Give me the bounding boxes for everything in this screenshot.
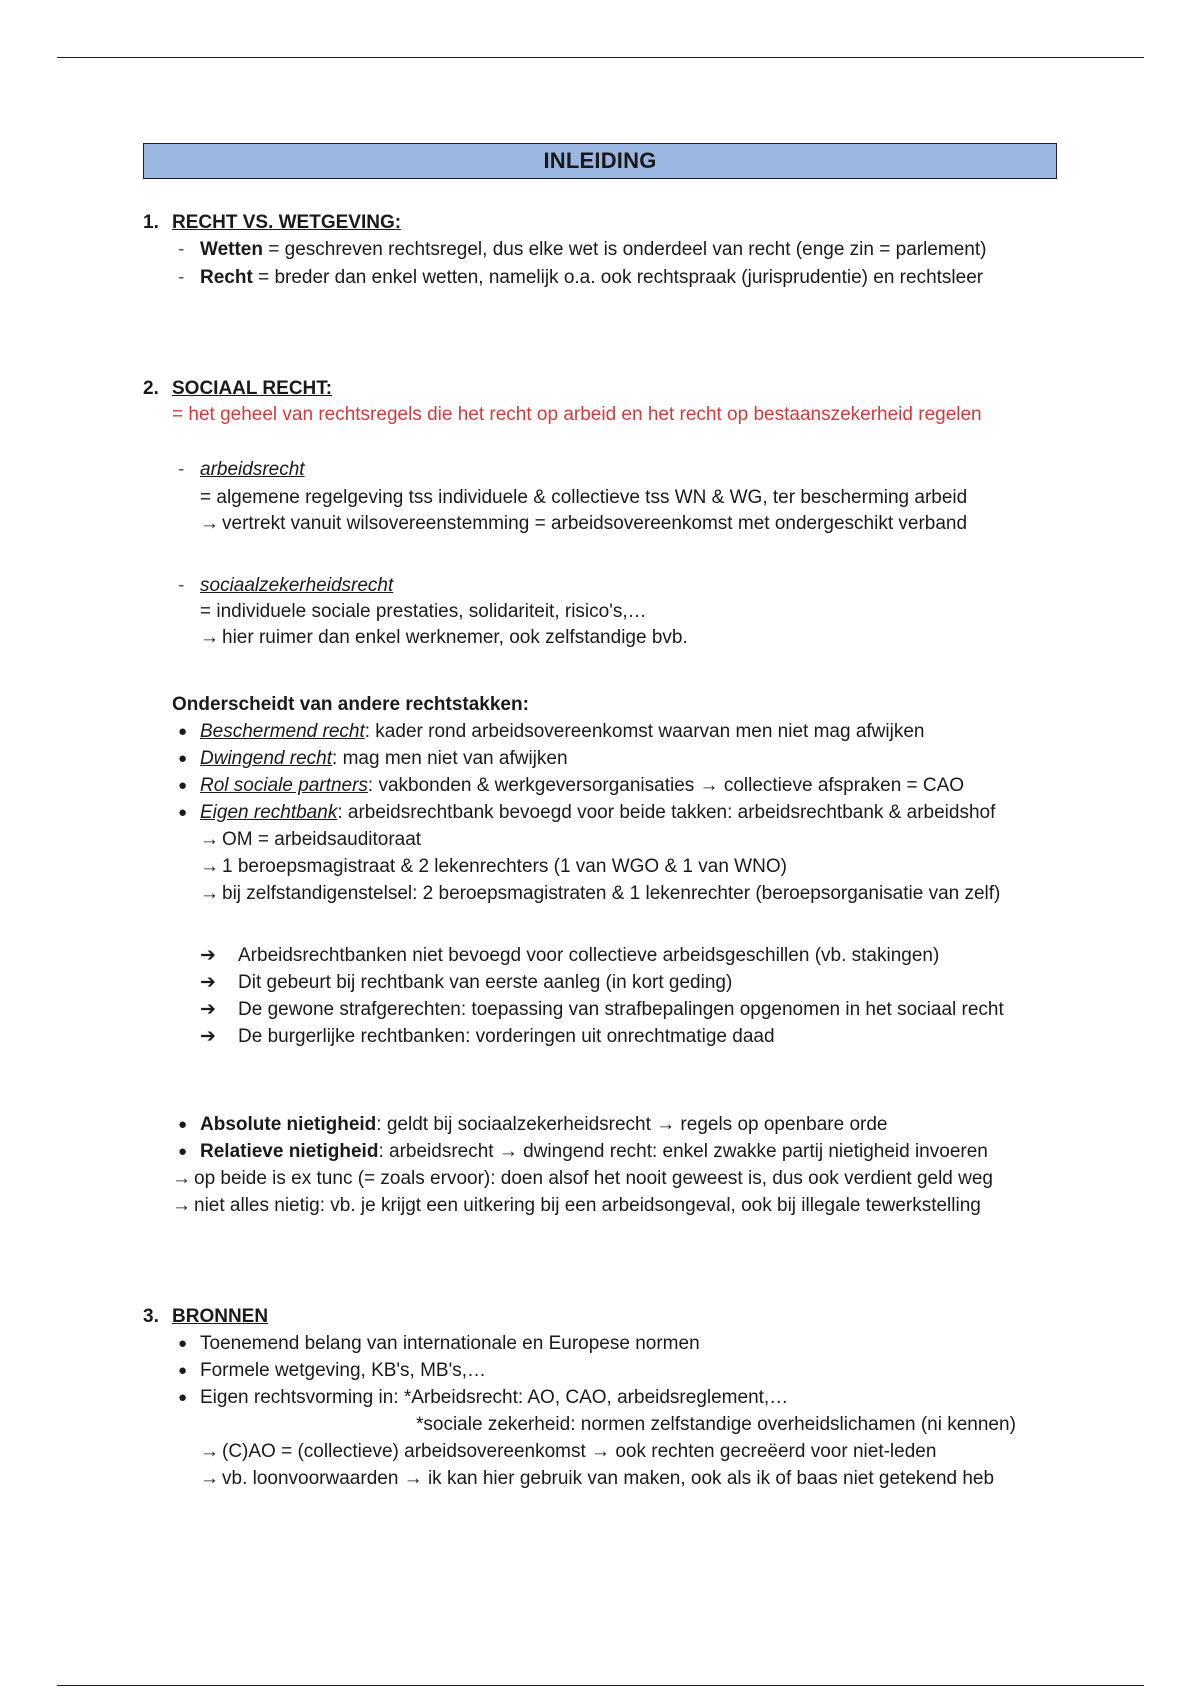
section-2-heading: SOCIAAL RECHT: [172, 378, 333, 399]
rechtbank-note: → OM = arbeidsauditoraat [200, 829, 422, 850]
list-item-continuation: *sociale zekerheid: normen zelfstandige overheidslichamen (ni kennen) [416, 1414, 1016, 1435]
bullet-icon: ● [178, 1116, 188, 1133]
arrow-list-item: ➔ De gewone strafgerechten: toepassing van strafbepalingen opgenomen in het sociaal recht [200, 999, 1004, 1020]
arrow-list-item: ➔ Arbeidsrechtbanken niet bevoegd voor collectieve arbeidsgeschillen (vb. stakingen) [200, 945, 940, 966]
dash-bullet: - [178, 267, 185, 288]
dash-bullet: - [178, 575, 185, 596]
arrow-icon: → [200, 1468, 219, 1489]
arrow-icon: → [172, 1195, 191, 1216]
list-item: Beschermend recht: kader rond arbeidsovereenkomst waarvan men niet mag afwijken [200, 721, 925, 742]
bold-arrow-icon: ➔ [200, 1026, 216, 1047]
arbeidsrecht-term: arbeidsrecht [200, 459, 305, 480]
bullet-icon: ● [178, 723, 188, 740]
section-2-number: 2. [143, 378, 159, 399]
bold-arrow-icon: ➔ [200, 972, 216, 993]
sociaalzekerheidsrecht-term: sociaalzekerheidsrecht [200, 575, 394, 596]
arrow-icon: → [200, 829, 219, 850]
bullet-icon: ● [178, 750, 188, 767]
list-item: Rol sociale partners: vakbonden & werkgeversorganisaties → collectieve afspraken = CAO [200, 775, 965, 796]
list-item: Eigen rechtsvorming in: *Arbeidsrecht: AO, CAO, arbeidsreglement,… [200, 1387, 789, 1408]
arrow-icon: → [200, 856, 219, 877]
nietigheid-note: → op beide is ex tunc (= zoals ervoor): doen alsof het nooit geweest is, dus ook verdient geld weg [172, 1168, 994, 1189]
bronnen-note: → (C)AO = (collectieve) arbeidsovereenkomst → ook rechten gecreëerd voor niet-leden [200, 1441, 937, 1462]
list-item: Wetten = geschreven rechtsregel, dus elke wet is onderdeel van recht (enge zin = parlement) [200, 239, 987, 260]
bullet-icon: ● [178, 804, 188, 821]
arrow-icon: → [172, 1168, 191, 1189]
list-item: Relatieve nietigheid: arbeidsrecht → dwingend recht: enkel zwakke partij nietigheid invoeren [200, 1141, 988, 1162]
section-1-number: 1. [143, 212, 159, 233]
bold-arrow-icon: ➔ [200, 999, 216, 1020]
section-3-heading: BRONNEN [172, 1306, 269, 1327]
bottom-rule [57, 1685, 1144, 1686]
arrow-icon: → [200, 883, 219, 904]
list-item: Absolute nietigheid: geldt bij sociaalzekerheidsrecht → regels op openbare orde [200, 1114, 888, 1135]
bold-arrow-icon: ➔ [200, 945, 216, 966]
sociaalzekerheidsrecht-definition: = individuele sociale prestaties, solidariteit, risico's,… [200, 601, 647, 622]
bullet-icon: ● [178, 1143, 188, 1160]
arbeidsrecht-definition: = algemene regelgeving tss individuele & collectieve tss WN & WG, ter bescherming arbeid [200, 487, 968, 508]
list-item: Dwingend recht: mag men niet van afwijken [200, 748, 568, 769]
dash-bullet: - [178, 459, 185, 480]
bullet-icon: ● [178, 1389, 188, 1406]
bullet-icon: ● [178, 777, 188, 794]
page-title: INLEIDING [143, 143, 1057, 179]
sociaal-recht-definition: = het geheel van rechtsregels die het recht op arbeid en het recht op bestaanszekerheid regelen [172, 404, 982, 425]
sociaalzekerheidsrecht-note: → hier ruimer dan enkel werknemer, ook zelfstandige bvb. [200, 627, 688, 648]
arrow-list-item: ➔ De burgerlijke rechtbanken: vorderingen uit onrechtmatige daad [200, 1026, 775, 1047]
arrow-icon: → [200, 1441, 219, 1462]
arrow-list-item: ➔ Dit gebeurt bij rechtbank van eerste aanleg (in kort geding) [200, 972, 733, 993]
arrow-icon: → [200, 627, 219, 648]
bronnen-note: → vb. loonvoorwaarden → ik kan hier gebruik van maken, ook als ik of baas niet getekend heb [200, 1468, 995, 1489]
arrow-icon: → [200, 513, 219, 534]
bullet-icon: ● [178, 1335, 188, 1352]
rechtbank-note: → 1 beroepsmagistraat & 2 lekenrechters (1 van WGO & 1 van WNO) [200, 856, 787, 877]
list-item: Recht = breder dan enkel wetten, namelijk o.a. ook rechtspraak (jurisprudentie) en rechtsleer [200, 267, 984, 288]
bullet-icon: ● [178, 1362, 188, 1379]
arbeidsrecht-note: → vertrekt vanuit wilsovereenstemming = arbeidsovereenkomst met ondergeschikt verband [200, 513, 968, 534]
section-1-heading: RECHT VS. WETGEVING: [172, 212, 402, 233]
top-rule [57, 57, 1144, 58]
nietigheid-note: → niet alles nietig: vb. je krijgt een uitkering bij een arbeidsongeval, ook bij illegale tewerkstelling [172, 1195, 981, 1216]
list-item: Eigen rechtbank: arbeidsrechtbank bevoegd voor beide takken: arbeidsrechtbank & arbeidshof [200, 802, 996, 823]
list-item: Toenemend belang van internationale en Europese normen [200, 1333, 700, 1354]
list-item: Formele wetgeving, KB's, MB's,… [200, 1360, 487, 1381]
onderscheid-heading: Onderscheidt van andere rechtstakken: [172, 694, 529, 715]
section-3-number: 3. [143, 1306, 159, 1327]
dash-bullet: - [178, 239, 185, 260]
rechtbank-note: → bij zelfstandigenstelsel: 2 beroepsmagistraten & 1 lekenrechter (beroepsorganisatie van zelf) [200, 883, 1001, 904]
